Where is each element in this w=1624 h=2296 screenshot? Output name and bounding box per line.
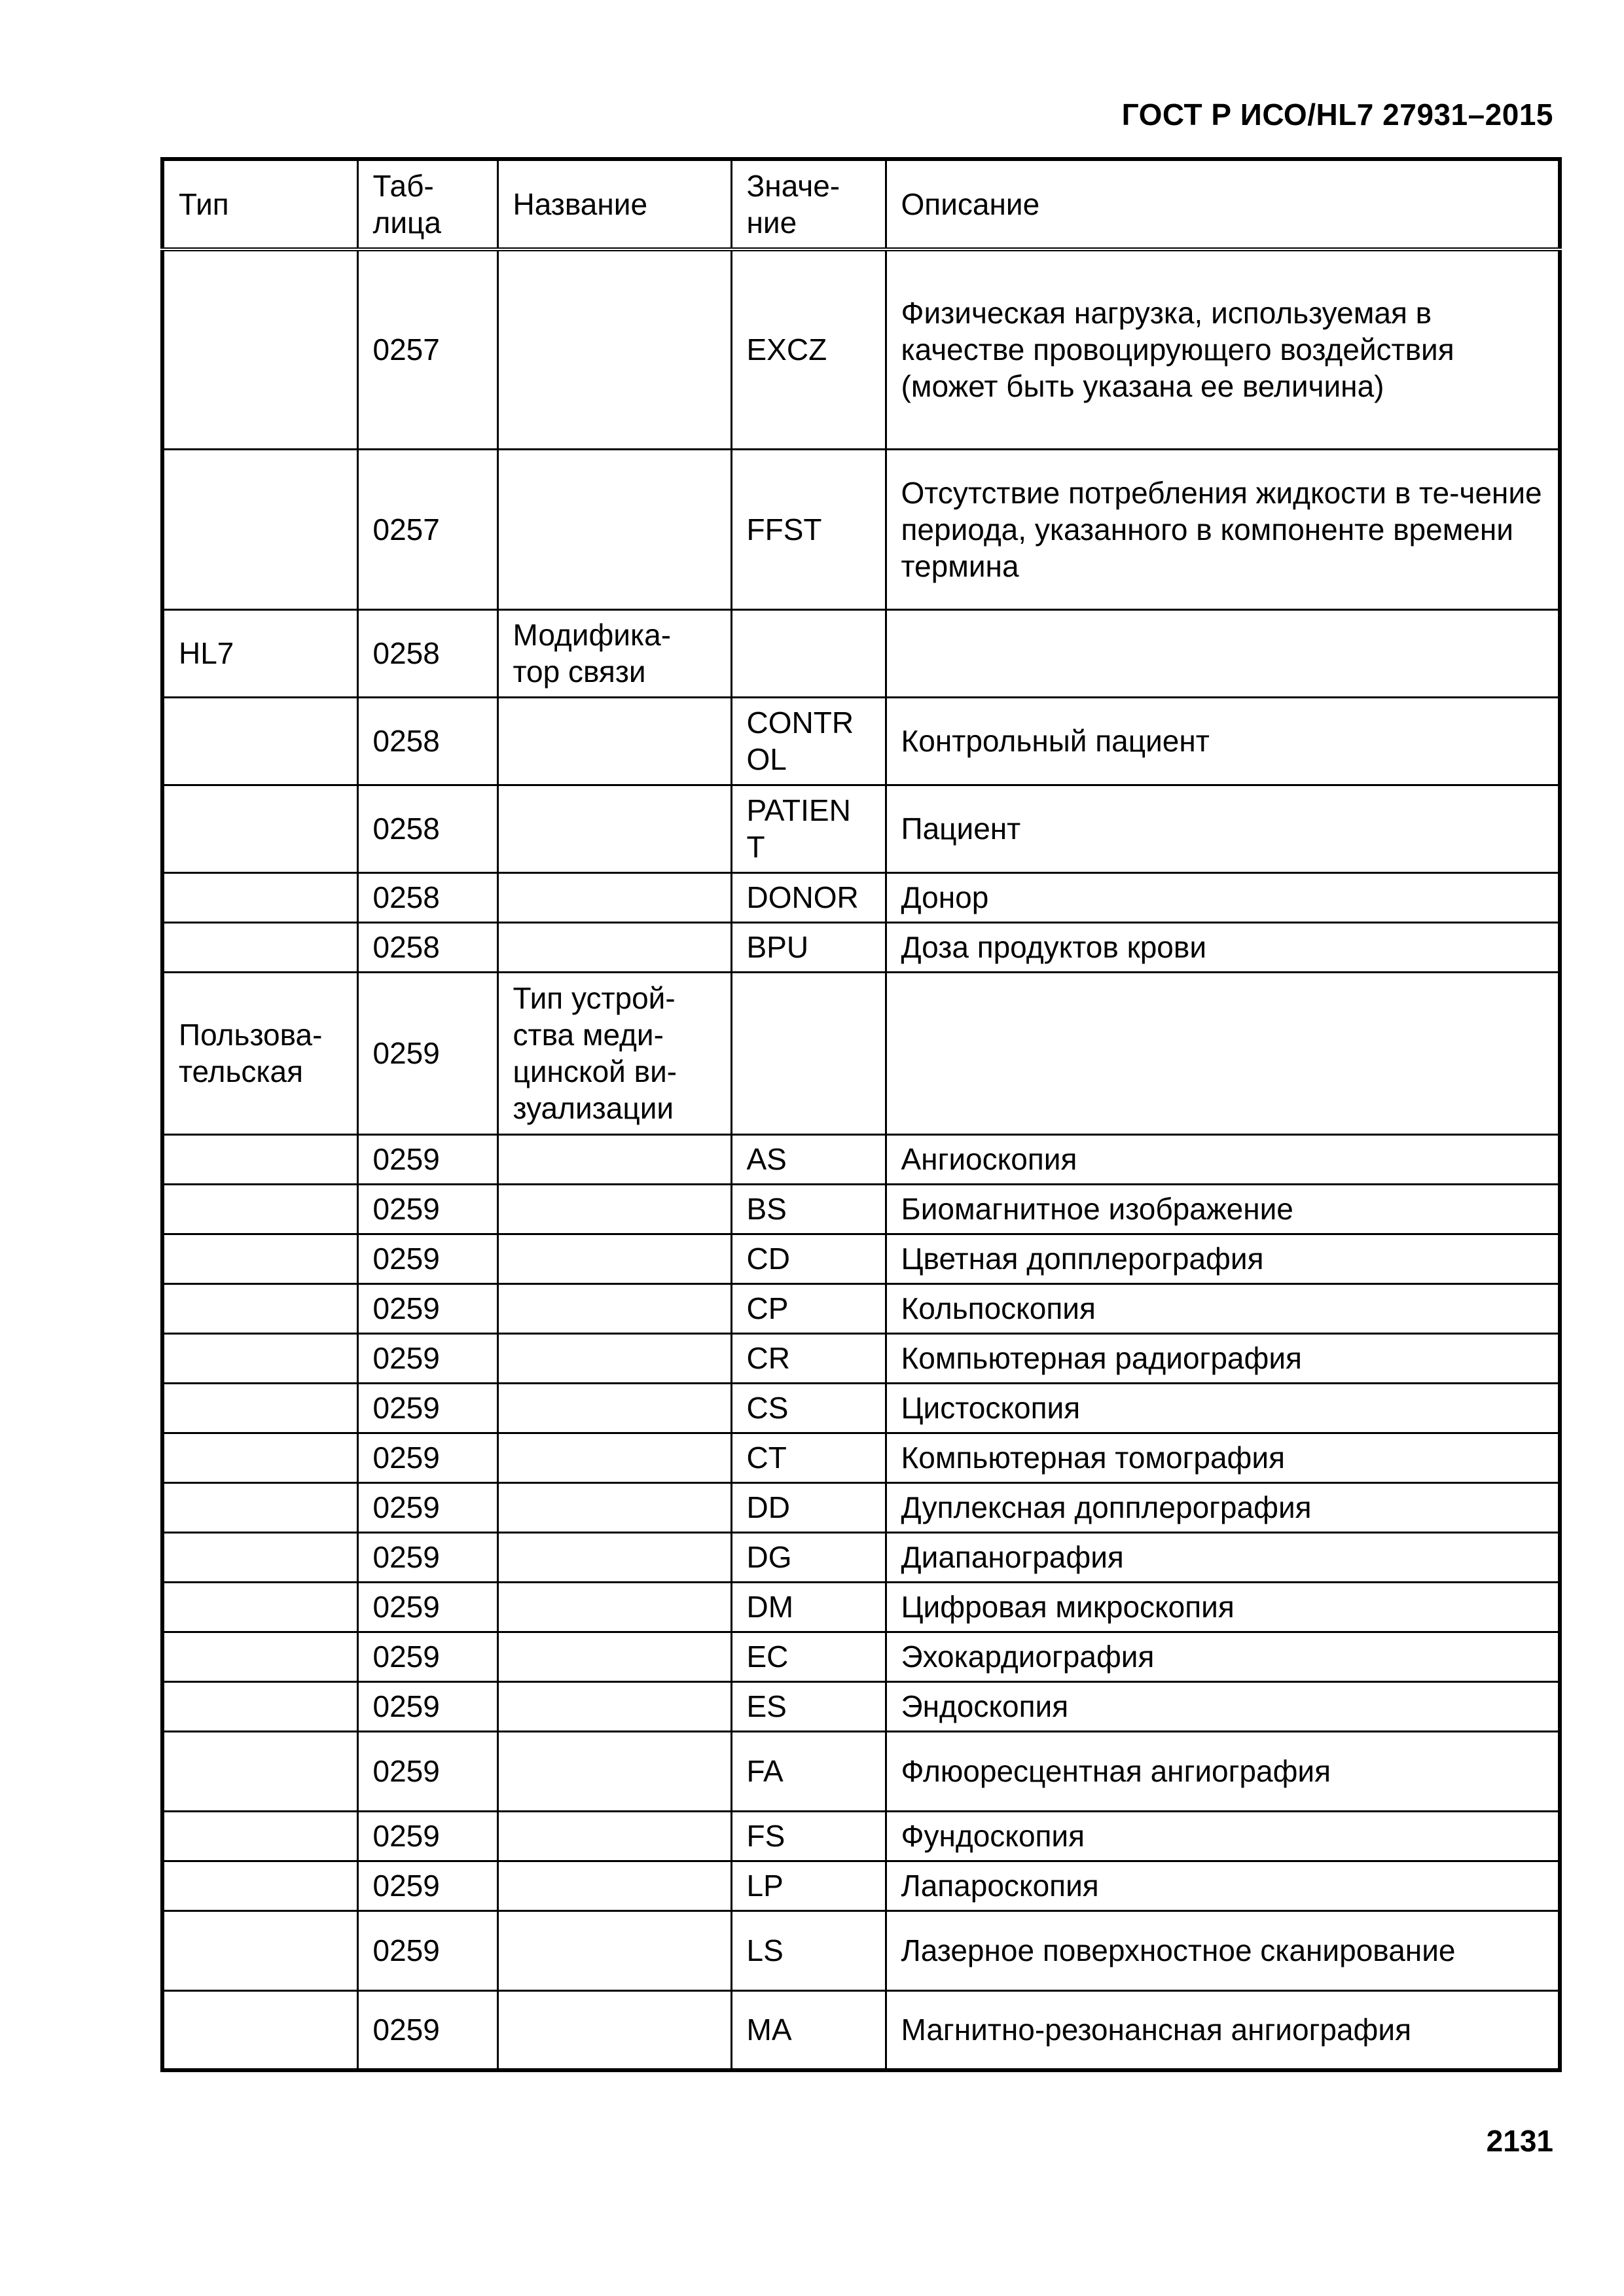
cell-type bbox=[162, 1910, 357, 1990]
cell-type bbox=[162, 697, 357, 785]
cell-value: DD bbox=[731, 1482, 886, 1532]
cell-table: 0258 bbox=[357, 609, 497, 697]
table-row bbox=[162, 1333, 1560, 1383]
cell-description: Цветная допплерография bbox=[886, 1234, 1560, 1283]
cell-value: CD bbox=[731, 1234, 886, 1283]
table-row bbox=[162, 1990, 1560, 2070]
cell-description: Биомагнитное изображение bbox=[886, 1184, 1560, 1234]
page-number: 2131 bbox=[1486, 2124, 1553, 2158]
table-body bbox=[162, 249, 1560, 2070]
cell-value bbox=[731, 972, 886, 1134]
cell-value: DG bbox=[731, 1532, 886, 1582]
cell-type bbox=[162, 1632, 357, 1681]
cell-description: Дуплексная допплерография bbox=[886, 1482, 1560, 1532]
cell-type bbox=[162, 1433, 357, 1482]
cell-description: Цифровая микроскопия bbox=[886, 1582, 1560, 1632]
cell-name bbox=[497, 1482, 731, 1532]
cell-name bbox=[497, 1383, 731, 1433]
cell-type bbox=[162, 785, 357, 872]
cell-type bbox=[162, 1134, 357, 1184]
cell-name: Модифика- тор связи bbox=[497, 609, 731, 697]
cell-type bbox=[162, 1811, 357, 1861]
cell-value: LP bbox=[731, 1861, 886, 1910]
cell-type bbox=[162, 1990, 357, 2070]
cell-name bbox=[497, 1333, 731, 1383]
cell-table: 0259 bbox=[357, 1333, 497, 1383]
cell-description: Физическая нагрузка, используемая в качестве провоцирующего воздействия (может быть указана ее величина) bbox=[886, 249, 1560, 449]
cell-value: BS bbox=[731, 1184, 886, 1234]
cell-value: EXCZ bbox=[731, 249, 886, 449]
cell-table: 0259 bbox=[357, 1811, 497, 1861]
cell-value: DM bbox=[731, 1582, 886, 1632]
cell-type bbox=[162, 1383, 357, 1433]
table-row bbox=[162, 1482, 1560, 1532]
cell-table: 0259 bbox=[357, 1184, 497, 1234]
table-row bbox=[162, 1532, 1560, 1582]
cell-type bbox=[162, 1234, 357, 1283]
column-header-name: Название bbox=[497, 159, 731, 249]
cell-type bbox=[162, 1681, 357, 1731]
cell-description: Донор bbox=[886, 872, 1560, 922]
cell-name bbox=[497, 872, 731, 922]
cell-type bbox=[162, 449, 357, 609]
table-row bbox=[162, 1731, 1560, 1811]
cell-value: LS bbox=[731, 1910, 886, 1990]
cell-table: 0259 bbox=[357, 1433, 497, 1482]
cell-value: CS bbox=[731, 1383, 886, 1433]
cell-table: 0259 bbox=[357, 1731, 497, 1811]
column-header-table: Таб- лица bbox=[357, 159, 497, 249]
cell-table: 0259 bbox=[357, 1383, 497, 1433]
cell-type: HL7 bbox=[162, 609, 357, 697]
cell-value: AS bbox=[731, 1134, 886, 1184]
cell-type bbox=[162, 1861, 357, 1910]
table-row bbox=[162, 449, 1560, 609]
column-header-description: Описание bbox=[886, 159, 1560, 249]
cell-table: 0259 bbox=[357, 1632, 497, 1681]
cell-type bbox=[162, 1184, 357, 1234]
cell-table: 0257 bbox=[357, 249, 497, 449]
cell-table: 0259 bbox=[357, 1910, 497, 1990]
cell-type bbox=[162, 1532, 357, 1582]
table-row bbox=[162, 1910, 1560, 1990]
table-row bbox=[162, 1861, 1560, 1910]
cell-name bbox=[497, 922, 731, 972]
cell-description: Цистоскопия bbox=[886, 1383, 1560, 1433]
cell-table: 0259 bbox=[357, 1861, 497, 1910]
cell-description: Лазерное поверхностное сканирование bbox=[886, 1910, 1560, 1990]
cell-table: 0259 bbox=[357, 1134, 497, 1184]
cell-type bbox=[162, 249, 357, 449]
cell-description: Магнитно-резонансная ангиография bbox=[886, 1990, 1560, 2070]
cell-name bbox=[497, 1283, 731, 1333]
cell-table: 0258 bbox=[357, 922, 497, 972]
cell-type: Пользова- тельская bbox=[162, 972, 357, 1134]
cell-type bbox=[162, 1333, 357, 1383]
cell-table: 0259 bbox=[357, 1990, 497, 2070]
table-row bbox=[162, 1184, 1560, 1234]
column-header-value: Значе- ние bbox=[731, 159, 886, 249]
cell-description bbox=[886, 609, 1560, 697]
cell-table: 0259 bbox=[357, 1582, 497, 1632]
cell-type bbox=[162, 1731, 357, 1811]
cell-description: Диапанография bbox=[886, 1532, 1560, 1582]
table-row bbox=[162, 1811, 1560, 1861]
table-row bbox=[162, 1134, 1560, 1184]
cell-name bbox=[497, 1681, 731, 1731]
cell-value: MA bbox=[731, 1990, 886, 2070]
cell-name bbox=[497, 697, 731, 785]
table-row bbox=[162, 1234, 1560, 1283]
cell-type bbox=[162, 1283, 357, 1333]
cell-name bbox=[497, 1582, 731, 1632]
cell-table: 0258 bbox=[357, 697, 497, 785]
cell-name bbox=[497, 1990, 731, 2070]
cell-type bbox=[162, 922, 357, 972]
cell-name bbox=[497, 1731, 731, 1811]
table-row bbox=[162, 872, 1560, 922]
table-row bbox=[162, 1283, 1560, 1333]
cell-type bbox=[162, 1582, 357, 1632]
cell-name bbox=[497, 1910, 731, 1990]
cell-table: 0259 bbox=[357, 972, 497, 1134]
cell-table: 0259 bbox=[357, 1234, 497, 1283]
cell-description: Кольпоскопия bbox=[886, 1283, 1560, 1333]
table-row bbox=[162, 785, 1560, 872]
cell-value bbox=[731, 609, 886, 697]
code-table bbox=[160, 157, 1562, 2072]
cell-value: CONTR OL bbox=[731, 697, 886, 785]
table-header-row bbox=[162, 159, 1560, 249]
table-row bbox=[162, 609, 1560, 697]
cell-table: 0259 bbox=[357, 1283, 497, 1333]
cell-description: Компьютерная радиография bbox=[886, 1333, 1560, 1383]
table-row bbox=[162, 1383, 1560, 1433]
cell-value: ES bbox=[731, 1681, 886, 1731]
cell-value: FFST bbox=[731, 449, 886, 609]
cell-value: CR bbox=[731, 1333, 886, 1383]
cell-value: EC bbox=[731, 1632, 886, 1681]
cell-description: Отсутствие потребления жидкости в те-чение периода, указанного в компоненте времени термина bbox=[886, 449, 1560, 609]
table-row bbox=[162, 1681, 1560, 1731]
cell-table: 0258 bbox=[357, 872, 497, 922]
cell-description: Компьютерная томография bbox=[886, 1433, 1560, 1482]
cell-name bbox=[497, 1184, 731, 1234]
cell-description: Лапароскопия bbox=[886, 1861, 1560, 1910]
table-row bbox=[162, 1433, 1560, 1482]
cell-description: Пациент bbox=[886, 785, 1560, 872]
cell-description: Контрольный пациент bbox=[886, 697, 1560, 785]
cell-description: Ангиоскопия bbox=[886, 1134, 1560, 1184]
cell-value: PATIEN T bbox=[731, 785, 886, 872]
cell-name bbox=[497, 1234, 731, 1283]
cell-name bbox=[497, 1433, 731, 1482]
table-row bbox=[162, 1582, 1560, 1632]
cell-name bbox=[497, 1861, 731, 1910]
cell-description: Эхокардиография bbox=[886, 1632, 1560, 1681]
cell-value: DONOR bbox=[731, 872, 886, 922]
cell-name bbox=[497, 1632, 731, 1681]
cell-table: 0258 bbox=[357, 785, 497, 872]
cell-table: 0259 bbox=[357, 1681, 497, 1731]
cell-value: CT bbox=[731, 1433, 886, 1482]
cell-description: Доза продуктов крови bbox=[886, 922, 1560, 972]
cell-value: CP bbox=[731, 1283, 886, 1333]
cell-value: BPU bbox=[731, 922, 886, 972]
cell-table: 0257 bbox=[357, 449, 497, 609]
table-row bbox=[162, 972, 1560, 1134]
cell-description: Фундоскопия bbox=[886, 1811, 1560, 1861]
table-row bbox=[162, 922, 1560, 972]
cell-name bbox=[497, 449, 731, 609]
table-row bbox=[162, 697, 1560, 785]
cell-name: Тип устрой-ства меди-цинской ви-зуализации bbox=[497, 972, 731, 1134]
table-row bbox=[162, 1632, 1560, 1681]
cell-description: Флюоресцентная ангиография bbox=[886, 1731, 1560, 1811]
table-row bbox=[162, 249, 1560, 449]
cell-description bbox=[886, 972, 1560, 1134]
cell-table: 0259 bbox=[357, 1532, 497, 1582]
document-header: ГОСТ Р ИСО/HL7 27931–2015 bbox=[1121, 98, 1553, 132]
column-header-type: Тип bbox=[162, 159, 357, 249]
cell-value: FA bbox=[731, 1731, 886, 1811]
cell-type bbox=[162, 1482, 357, 1532]
cell-value: FS bbox=[731, 1811, 886, 1861]
cell-name bbox=[497, 249, 731, 449]
cell-name bbox=[497, 1134, 731, 1184]
cell-name bbox=[497, 1811, 731, 1861]
cell-name bbox=[497, 1532, 731, 1582]
cell-type bbox=[162, 872, 357, 922]
cell-table: 0259 bbox=[357, 1482, 497, 1532]
cell-name bbox=[497, 785, 731, 872]
cell-description: Эндоскопия bbox=[886, 1681, 1560, 1731]
